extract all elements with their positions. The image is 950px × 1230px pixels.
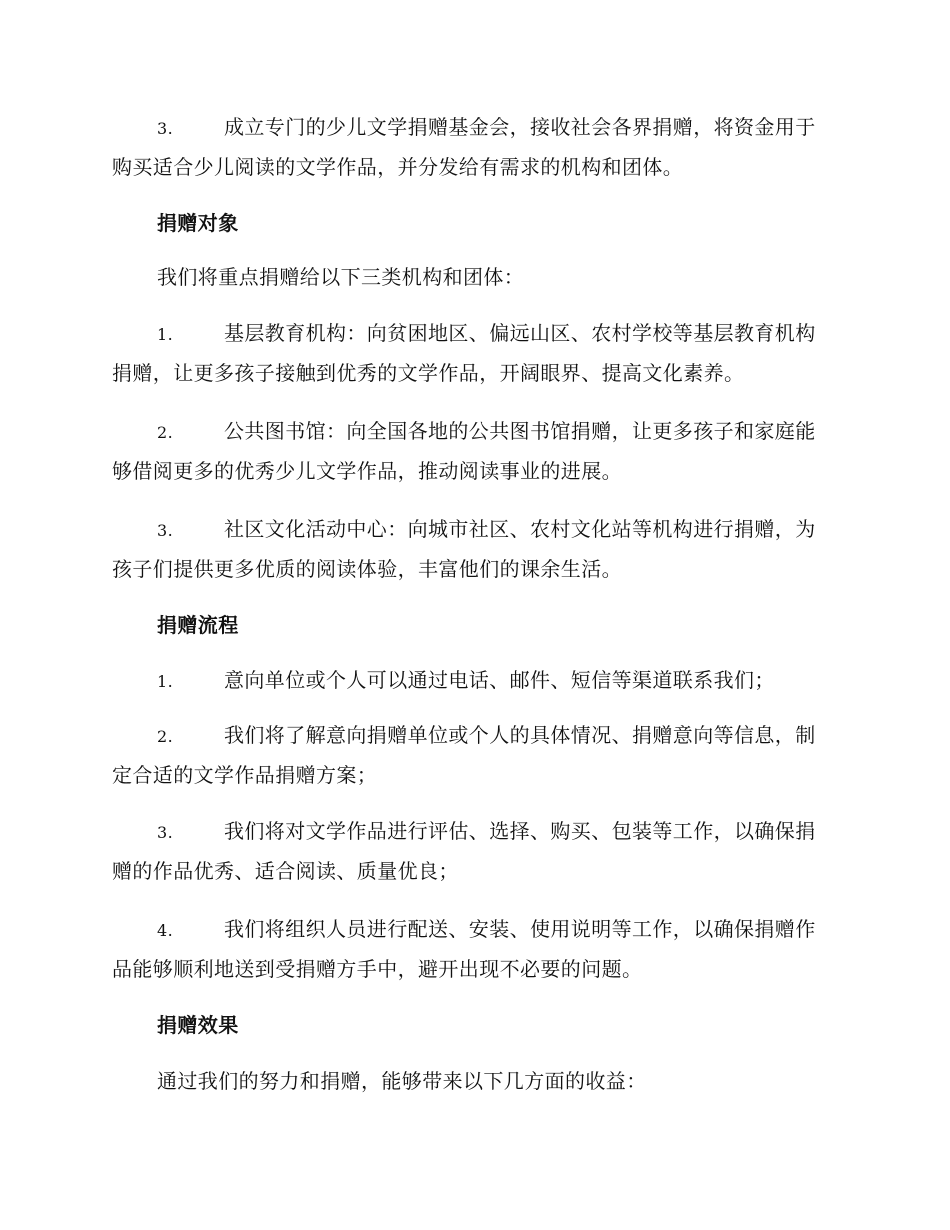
list-text: 公共图书馆：向全国各地的公共图书馆捐赠，让更多孩子和家庭能够借阅更多的优秀少儿文学作品，推动阅读事业的进展。: [112, 419, 816, 483]
list-number: 1.: [157, 672, 174, 691]
list-text: 基层教育机构：向贫困地区、偏远山区、农村学校等基层教育机构捐赠，让更多孩子接触到优秀的文学作品，开阔眼界、提高文化素养。: [112, 321, 816, 385]
list-text: 我们将对文学作品进行评估、选择、购买、包装等工作，以确保捐赠的作品优秀、适合阅读、质量优良；: [112, 819, 816, 883]
list-item: [112, 812, 834, 891]
list-text: 社区文化活动中心：向城市社区、农村文化站等机构进行捐赠，为孩子们提供更多优质的阅读体验，丰富他们的课余生活。: [112, 517, 816, 581]
list-number: 2.: [157, 727, 174, 746]
section-heading-targets: 捐赠对象: [157, 211, 239, 235]
list-number: 2.: [157, 423, 174, 442]
list-item: [112, 510, 834, 589]
list-item: [112, 412, 834, 491]
section-heading-process: 捐赠流程: [157, 613, 239, 637]
list-item: [112, 314, 834, 393]
list-item: [112, 108, 834, 187]
list-number: 3.: [157, 119, 174, 138]
list-item: [112, 661, 834, 701]
list-text: 意向单位或个人可以通过电话、邮件、短信等渠道联系我们；: [224, 668, 775, 692]
list-text: 我们将组织人员进行配送、安装、使用说明等工作，以确保捐赠作品能够顺利地送到受捐赠方手中，避开出现不必要的问题。: [112, 917, 816, 981]
list-number: 4.: [157, 921, 174, 940]
list-number: 3.: [157, 521, 174, 540]
paragraph-effects-lead: 通过我们的努力和捐赠，能够带来以下几方面的收益：: [157, 1069, 647, 1093]
list-text: 我们将了解意向捐赠单位或个人的具体情况、捐赠意向等信息，制定合适的文学作品捐赠方案；: [112, 723, 816, 787]
list-number: 1.: [157, 325, 174, 344]
paragraph-targets-lead: 我们将重点捐赠给以下三类机构和团体：: [157, 265, 525, 289]
section-heading-effects: 捐赠效果: [157, 1013, 239, 1037]
list-text: 成立专门的少儿文学捐赠基金会，接收社会各界捐赠，将资金用于购买适合少儿阅读的文学作品，并分发给有需求的机构和团体。: [112, 115, 816, 179]
list-item: [112, 910, 834, 989]
list-number: 3.: [157, 823, 174, 842]
list-item: [112, 716, 834, 795]
